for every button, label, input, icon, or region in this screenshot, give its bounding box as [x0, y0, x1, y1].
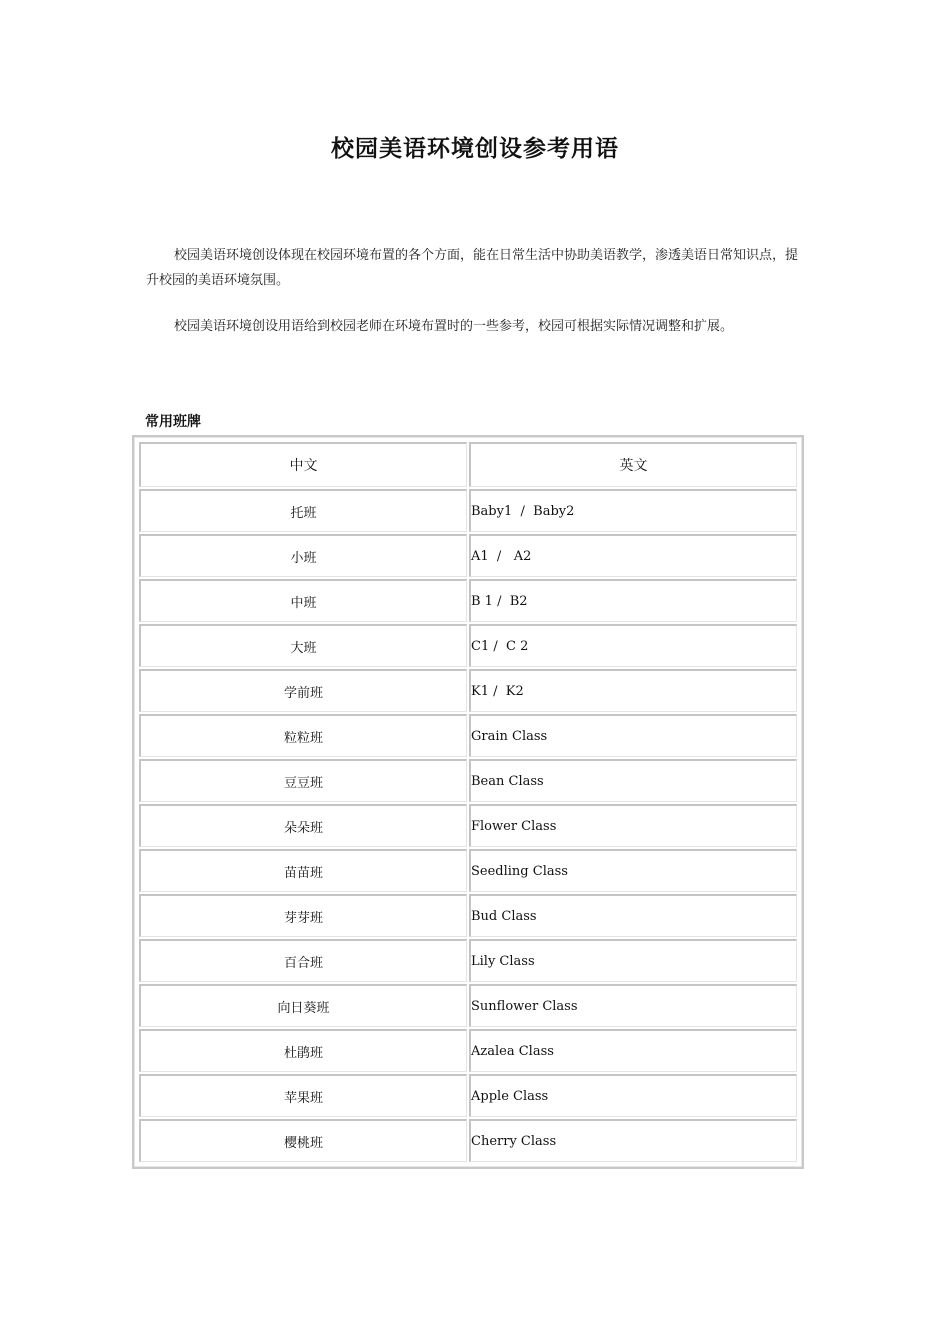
table-row: [139, 714, 797, 757]
english-name-cell: Flower Class: [469, 804, 797, 847]
table-row: [139, 849, 797, 892]
table-row: [139, 1074, 797, 1117]
table-row: [139, 939, 797, 982]
table-body: [139, 489, 797, 1162]
chinese-name-cell: 苗苗班: [139, 849, 467, 892]
table-row: [139, 984, 797, 1027]
chinese-name-cell: 中班: [139, 579, 467, 622]
header-chinese: 中文: [139, 442, 467, 487]
table-row: [139, 804, 797, 847]
intro-paragraph-2: 校园美语环境创设用语给到校园老师在环境布置时的一些参考，校园可根据实际情况调整和扩展。: [174, 319, 734, 334]
english-name-cell: Bean Class: [469, 759, 797, 802]
table-row: [139, 1029, 797, 1072]
chinese-name-cell: 托班: [139, 489, 467, 532]
english-name-cell: C1 / C 2: [469, 624, 797, 667]
english-name-cell: Bud Class: [469, 894, 797, 937]
chinese-name-cell: 豆豆班: [139, 759, 467, 802]
english-name-cell: B 1 / B2: [469, 579, 797, 622]
class-name-table: [137, 440, 799, 1164]
chinese-name-cell: 芽芽班: [139, 894, 467, 937]
english-name-cell: Sunflower Class: [469, 984, 797, 1027]
english-name-cell: Apple Class: [469, 1074, 797, 1117]
english-name-cell: Cherry Class: [469, 1119, 797, 1162]
chinese-name-cell: 百合班: [139, 939, 467, 982]
english-name-cell: Lily Class: [469, 939, 797, 982]
table-row: [139, 759, 797, 802]
table-row: [139, 579, 797, 622]
table-row: [139, 669, 797, 712]
english-name-cell: A1 / A2: [469, 534, 797, 577]
chinese-name-cell: 粒粒班: [139, 714, 467, 757]
intro-paragraph-1: 校园美语环境创设体现在校园环境布置的各个方面，能在日常生活中协助美语教学，渗透美语日常知识点，提升校园的美语环境氛围。: [146, 248, 799, 288]
table-row: [139, 489, 797, 532]
table-row: [139, 1119, 797, 1162]
table-header-row: [139, 442, 797, 487]
class-name-table-frame: [132, 435, 804, 1169]
table-row: [139, 894, 797, 937]
table-row: [139, 624, 797, 667]
chinese-name-cell: 樱桃班: [139, 1119, 467, 1162]
chinese-name-cell: 朵朵班: [139, 804, 467, 847]
header-english: 英文: [469, 442, 797, 487]
table-row: [139, 534, 797, 577]
chinese-name-cell: 向日葵班: [139, 984, 467, 1027]
chinese-name-cell: 小班: [139, 534, 467, 577]
english-name-cell: Azalea Class: [469, 1029, 797, 1072]
chinese-name-cell: 杜鹃班: [139, 1029, 467, 1072]
english-name-cell: Grain Class: [469, 714, 797, 757]
english-name-cell: K1 / K2: [469, 669, 797, 712]
page-title: 校园美语环境创设参考用语: [331, 136, 619, 162]
section-heading: 常用班牌: [145, 414, 201, 430]
chinese-name-cell: 学前班: [139, 669, 467, 712]
chinese-name-cell: 大班: [139, 624, 467, 667]
english-name-cell: Seedling Class: [469, 849, 797, 892]
english-name-cell: Baby1 / Baby2: [469, 489, 797, 532]
chinese-name-cell: 苹果班: [139, 1074, 467, 1117]
